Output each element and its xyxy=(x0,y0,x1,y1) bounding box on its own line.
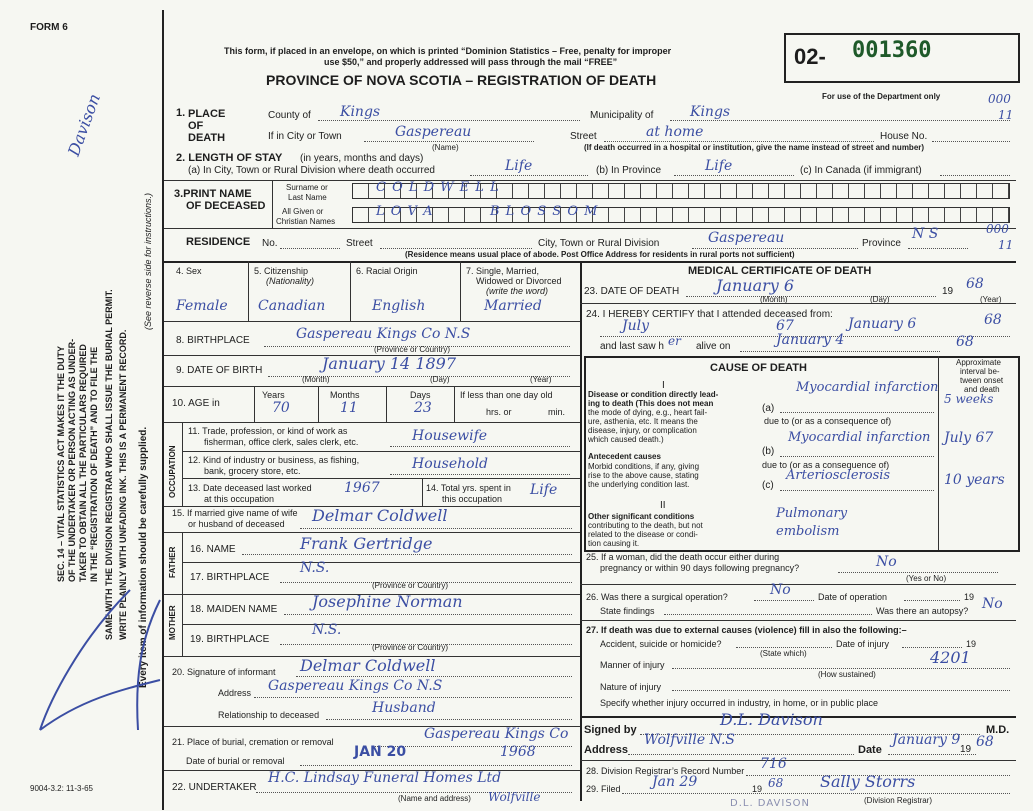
surname-value: C O L D W E L L xyxy=(376,180,500,195)
alive-label: alive on xyxy=(696,341,731,352)
autopsy-label: Was there an autopsy? xyxy=(876,606,969,616)
trade-value: Housewife xyxy=(412,428,488,444)
sidebar-line-5: SAME WITH THE DIVISION REGISTRAR WHO SHALL ISSUE THE BURIAL PERMIT. xyxy=(104,289,114,640)
other-label-4: tion causing it. xyxy=(588,539,640,548)
alive-value: January 4 xyxy=(776,332,845,348)
given-value-2: B L O S S O M xyxy=(490,204,599,219)
municipality-value: Kings xyxy=(690,104,731,120)
municipality-label: Municipality of xyxy=(590,110,654,121)
mother-side-label: MOTHER xyxy=(168,605,177,640)
other-value-2: embolism xyxy=(776,524,840,539)
interval-header-3: tween onset xyxy=(960,376,1004,385)
dob-day-caption: (Day) xyxy=(430,375,450,384)
s1-label: PLACE OF DEATH xyxy=(188,108,226,144)
burial-date-label: Date of burial or removal xyxy=(186,756,285,766)
cause-a-value: Myocardial infarction xyxy=(796,380,939,395)
dob-label: 9. DATE OF BIRTH xyxy=(176,365,263,376)
years-value: 70 xyxy=(272,400,290,416)
autopsy-value: No xyxy=(982,596,1003,612)
res-prov-value: N S xyxy=(912,226,939,242)
direct-label-5: disease, injury, or complication xyxy=(588,426,697,435)
cause-c-interval: 10 years xyxy=(944,472,1005,488)
s3-label-2: OF DECEASED xyxy=(186,200,266,212)
q28-value: 716 xyxy=(760,756,787,772)
due-to-2: due to (or as a consequence of) xyxy=(762,460,890,470)
other-label-3: related to the disease or condi- xyxy=(588,530,698,539)
surname-label-1: Surname or xyxy=(286,183,328,192)
sidebar-line-6: WRITE PLAINLY WITH UNFADING INK. THIS IS A PERMANENT RECORD. xyxy=(118,329,128,640)
res-no-label: No. xyxy=(262,238,278,249)
cause-b-interval: July 67 xyxy=(944,430,994,446)
undertaker-caption: (Name and address) xyxy=(398,794,471,803)
informant-label: 20. Signature of informant xyxy=(172,667,276,677)
marital-label-2: Widowed or Divorced xyxy=(476,276,562,286)
occupation-side-label: OCCUPATION xyxy=(168,445,177,498)
given-grid xyxy=(352,207,1010,223)
footer-code: 9004-3.2: 11-3-65 xyxy=(30,784,94,793)
father-side-label: FATHER xyxy=(168,546,177,578)
reg-prefix: 02- xyxy=(794,44,826,69)
interval-header-1: Approximate xyxy=(956,358,1001,367)
father-bp-label: 17. BIRTHPLACE xyxy=(190,572,270,583)
q25-label-1: 25. If a woman, did the death occur either during xyxy=(586,552,780,562)
cause-a-interval: 5 weeks xyxy=(944,392,994,406)
op-year-prefix: 19 xyxy=(964,592,975,602)
dob-month-caption: (Month) xyxy=(302,375,330,384)
lastsaw-value: er xyxy=(668,334,681,348)
dept-code-2: 11 xyxy=(998,108,1014,122)
other-label-2: contributing to the death, but not xyxy=(588,521,703,530)
state-which-caption: (State which) xyxy=(760,649,807,658)
city-label: If in City or Town xyxy=(268,131,342,142)
min-label: min. xyxy=(548,407,566,417)
attend-from-value: July xyxy=(622,318,650,334)
res-city-value: Gaspereau xyxy=(708,230,785,246)
form-title: PROVINCE OF NOVA SCOTIA – REGISTRATION OF DEATH xyxy=(266,72,657,88)
citizenship-value: Canadian xyxy=(258,298,326,314)
med-cert-title: MEDICAL CERTIFICATE OF DEATH xyxy=(688,265,872,277)
sidebar-line-7: Every item of information should be carefully supplied. xyxy=(138,426,149,688)
signed-year-value: 68 xyxy=(976,734,994,750)
manner-value: 4201 xyxy=(930,648,971,667)
lastwork-label-2: at this occupation xyxy=(204,494,275,504)
mother-name-label: 18. MAIDEN NAME xyxy=(190,604,278,615)
cause-c-prefix: (c) xyxy=(762,480,774,491)
form-number: FORM 6 xyxy=(30,22,68,33)
s2-c-label: (c) In Canada (if immigrant) xyxy=(800,165,922,176)
father-bp-caption: (Province or Country) xyxy=(372,581,449,590)
q29-year-value: 68 xyxy=(768,776,784,790)
due-to-1: due to (or as a consequence of) xyxy=(764,416,892,426)
informant-value: Delmar Coldwell xyxy=(300,656,436,675)
manner-label: Manner of injury xyxy=(600,660,665,670)
sex-value: Female xyxy=(176,298,228,314)
residence-label: RESIDENCE xyxy=(186,236,251,248)
registrar-signature: Sally Storrs xyxy=(820,772,916,791)
signed-year-prefix: 19 xyxy=(960,744,972,755)
q25-value: No xyxy=(876,554,897,570)
burial-year-value: 1968 xyxy=(500,744,536,760)
other-label-1: Other significant conditions xyxy=(588,512,695,521)
q29-label: 29. Filed xyxy=(586,784,621,794)
industry-label-2: bank, grocery store, etc. xyxy=(204,466,301,476)
mother-bp-label: 19. BIRTHPLACE xyxy=(190,634,270,645)
given-label-1: All Given or xyxy=(282,207,324,216)
dob-year-caption: (Year) xyxy=(530,375,552,384)
months-label: Months xyxy=(330,390,360,400)
attend-from-year: 67 xyxy=(776,318,794,334)
birthplace-caption: (Province or Country) xyxy=(374,345,451,354)
industry-label-1: 12. Kind of industry or business, as fishing, xyxy=(188,455,360,465)
dept-use-label: For use of the Department only xyxy=(822,92,941,101)
direct-label-2: ing to death (This does not mean xyxy=(588,399,714,408)
q27-label: 27. If death was due to external causes (violence) fill in also the following:– xyxy=(586,625,907,635)
county-label: County of xyxy=(268,110,311,121)
mother-name-value: Josephine Norman xyxy=(312,592,463,611)
dept-code-1: 000 xyxy=(988,92,1011,106)
direct-label-6: which caused death.) xyxy=(588,435,664,444)
dod-year-value: 68 xyxy=(966,276,984,292)
sidebar-handwritten-name: Davison xyxy=(64,91,104,159)
antecedent-sub-3: the underlying condition last. xyxy=(588,480,690,489)
given-label-2: Christian Names xyxy=(276,217,336,226)
reg-number: 001360 xyxy=(852,38,932,63)
q25-caption: (Yes or No) xyxy=(906,574,947,583)
s2-a-value: Life xyxy=(505,158,533,174)
days-value: 23 xyxy=(414,400,432,416)
attend-to-year: 68 xyxy=(984,312,1002,328)
lastsaw-label: and last saw h xyxy=(600,341,664,352)
cause-b-prefix: (b) xyxy=(762,446,775,457)
alive-year: 68 xyxy=(956,334,974,350)
s2-b-value: Life xyxy=(705,158,733,174)
s2-label: 2. LENGTH OF STAY xyxy=(176,152,283,164)
lastwork-value: 1967 xyxy=(344,480,380,496)
mother-bp-value: N.S. xyxy=(312,622,342,638)
citizenship-sub: (Nationality) xyxy=(266,276,315,286)
q28-label: 28. Division Registrar’s Record Number xyxy=(586,766,745,776)
antecedent-sub-1: Morbid conditions, if any, giving xyxy=(588,462,700,471)
industry-value: Household xyxy=(412,456,489,472)
industry-question: Specify whether injury occurred in industry, in home, or in public place xyxy=(600,698,878,708)
injury-date-label: Date of injury xyxy=(836,639,890,649)
direct-label-1: Disease or condition directly lead- xyxy=(588,390,719,399)
res-city-label: City, Town or Rural Division xyxy=(538,238,660,249)
years-label: Years xyxy=(262,390,285,400)
signed-date-label: Date xyxy=(858,744,882,756)
cause-b-value: Myocardial infarction xyxy=(788,430,931,445)
totalyrs-value: Life xyxy=(530,482,558,498)
relation-label: Relationship to deceased xyxy=(218,710,320,720)
totalyrs-label-2: this occupation xyxy=(442,494,503,504)
street-label: Street xyxy=(570,131,597,142)
stamp-name: D.L. DAVISON xyxy=(730,798,811,809)
race-value: English xyxy=(372,298,426,314)
q29-value: Jan 29 xyxy=(652,774,698,790)
informant-address-label: Address xyxy=(218,688,252,698)
injury-year-prefix: 19 xyxy=(966,639,977,649)
father-name-label: 16. NAME xyxy=(190,544,236,555)
spouse-label-1: 15. If married give name of wife xyxy=(172,508,298,518)
residence-note: (Residence means usual place of abode. Post Office Address for residents in rural ports not sufficient) xyxy=(405,250,795,259)
county-value: Kings xyxy=(340,104,381,120)
dod-day-caption: (Day) xyxy=(870,295,890,304)
citizenship-label: 5. Citizenship xyxy=(254,266,309,276)
cause-c-value: Arteriosclerosis xyxy=(786,468,891,483)
trade-label-2: fisherman, office clerk, sales clerk, etc. xyxy=(204,437,359,447)
signer-address-value: Wolfville N.S xyxy=(644,732,735,748)
months-value: 11 xyxy=(340,400,358,416)
notice-line-1: This form, if placed in an envelope, on which is printed “Dominion Statistics – Free, penalty for improper xyxy=(224,46,672,56)
md-label: M.D. xyxy=(986,724,1010,736)
father-bp-value: N.S. xyxy=(300,560,330,576)
marital-value: Married xyxy=(484,298,542,314)
sidebar-pen-scribble xyxy=(20,580,170,760)
lastwork-label-1: 13. Date deceased last worked xyxy=(188,483,312,493)
burial-label: 21. Place of burial, cremation or removal xyxy=(172,737,334,747)
sex-label: 4. Sex xyxy=(176,266,202,276)
totalyrs-label-1: 14. Total yrs. spent in xyxy=(426,483,511,493)
how-sustained-caption: (How sustained) xyxy=(818,670,876,679)
marital-label-3: (write the word) xyxy=(486,286,549,296)
hospital-note: (If death occurred in a hospital or institution, give the name instead of street and number) xyxy=(584,143,925,152)
surname-label-2: Last Name xyxy=(288,193,327,202)
attend-label: 24. I HEREBY CERTIFY that I attended deceased from: xyxy=(586,309,833,320)
nature-label: Nature of injury xyxy=(600,682,662,692)
interval-header-2: interval be- xyxy=(960,367,1000,376)
dod-value: January 6 xyxy=(716,276,795,295)
hrs-label: hrs. or xyxy=(486,407,512,417)
accident-label: Accident, suicide or homicide? xyxy=(600,639,722,649)
signer-address-label: Address xyxy=(584,744,629,756)
dob-value: January 14 1897 xyxy=(322,354,457,373)
birthplace-label: 8. BIRTHPLACE xyxy=(176,335,250,346)
other-value-1: Pulmonary xyxy=(776,506,848,521)
days-label: Days xyxy=(410,390,431,400)
race-label: 6. Racial Origin xyxy=(356,266,418,276)
spouse-label-2: or husband of deceased xyxy=(188,519,285,529)
father-name-value: Frank Gertridge xyxy=(300,534,433,553)
res-street-label: Street xyxy=(346,238,373,249)
part-2-label: II xyxy=(660,500,666,511)
spouse-value: Delmar Coldwell xyxy=(312,506,448,525)
antecedent-sub-2: rise to the above cause, stating xyxy=(588,471,699,480)
dod-year-prefix: 19 xyxy=(942,286,954,297)
q26-value: No xyxy=(770,582,791,598)
findings-label: State findings xyxy=(600,606,655,616)
dod-year-caption: (Year) xyxy=(980,295,1002,304)
dod-label: 23. DATE OF DEATH xyxy=(584,286,680,297)
s2-b-label: (b) In Province xyxy=(596,165,662,176)
age-label: 10. AGE in xyxy=(172,398,220,409)
res-code-1: 000 xyxy=(986,222,1009,236)
interval-header-4: and death xyxy=(964,385,1000,394)
sidebar-line-8: (See reverse side for instructions.) xyxy=(143,192,153,330)
antecedent-label: Antecedent causes xyxy=(588,452,661,461)
sidebar-line-1: SEC. 14 – VITAL STATISTICS ACT MAKES IT THE DUTY xyxy=(56,345,66,582)
burial-value: Gaspereau Kings Co xyxy=(424,726,569,742)
house-label: House No. xyxy=(880,131,928,142)
signed-label: Signed by xyxy=(584,724,637,736)
res-prov-label: Province xyxy=(862,238,901,249)
s1-number: 1. xyxy=(176,107,186,119)
signed-date-value: January 9 xyxy=(892,732,961,748)
registrar-caption: (Division Registrar) xyxy=(864,796,933,805)
cause-title: CAUSE OF DEATH xyxy=(710,362,807,374)
lessday-label: If less than one day old xyxy=(460,390,553,400)
direct-label-3: the mode of dying, e.g., heart fail- xyxy=(588,408,708,417)
burial-date-value: JAN 20 xyxy=(354,744,407,760)
op-date-label: Date of operation xyxy=(818,592,888,602)
name-caption: (Name) xyxy=(432,143,459,152)
s2-sub: (in years, months and days) xyxy=(300,153,424,164)
res-code-2: 11 xyxy=(998,238,1014,252)
mother-bp-caption: (Province or Country) xyxy=(372,643,449,652)
attend-to-value: January 6 xyxy=(848,316,917,332)
part-1-label: I xyxy=(662,380,665,391)
given-value-1: L O V A xyxy=(376,204,434,219)
birthplace-value: Gaspereau Kings Co N.S xyxy=(296,326,471,342)
cause-a-prefix: (a) xyxy=(762,403,775,414)
direct-label-4: ure, asthenia, etc. It means the xyxy=(588,417,698,426)
signed-value: D.L. Davison xyxy=(720,710,823,729)
trade-label-1: 11. Trade, profession, or kind of work as xyxy=(188,426,348,436)
registration-number-box xyxy=(784,33,1020,83)
s2-a-label: (a) In City, Town or Rural Division where death occurred xyxy=(188,165,435,176)
s3-label-1: 3.PRINT NAME xyxy=(174,188,252,200)
city-value: Gaspereau xyxy=(395,124,472,140)
sidebar-line-3: TAKER TO OBTAIN ALL THE PARTICULARS REQUIRED xyxy=(78,344,88,582)
q29-year-prefix: 19 xyxy=(752,784,763,794)
dod-month-caption: (Month) xyxy=(760,295,788,304)
marital-label-1: 7. Single, Married, xyxy=(466,266,540,276)
sidebar-line-2: OF THE UNDERTAKER OR PERSON ACTING AS UNDER- xyxy=(67,338,77,582)
sidebar-line-4: IN THE “REGISTRATION OF DEATH” AND TO FILE THE xyxy=(89,346,99,582)
street-value: at home xyxy=(646,124,704,140)
informant-address-value: Gaspereau Kings Co N.S xyxy=(268,678,443,694)
undertaker-city: Wolfville xyxy=(488,790,541,804)
q25-label-2: pregnancy or within 90 days following pregnancy? xyxy=(600,563,800,573)
q26-label: 26. Was there a surgical operation? xyxy=(586,592,728,602)
notice-line-2: use $50,” and properly addressed will pass through the mail “FREE” xyxy=(324,57,618,67)
undertaker-value: H.C. Lindsay Funeral Homes Ltd xyxy=(268,770,502,786)
undertaker-label: 22. UNDERTAKER xyxy=(172,782,257,793)
relation-value: Husband xyxy=(372,700,436,716)
